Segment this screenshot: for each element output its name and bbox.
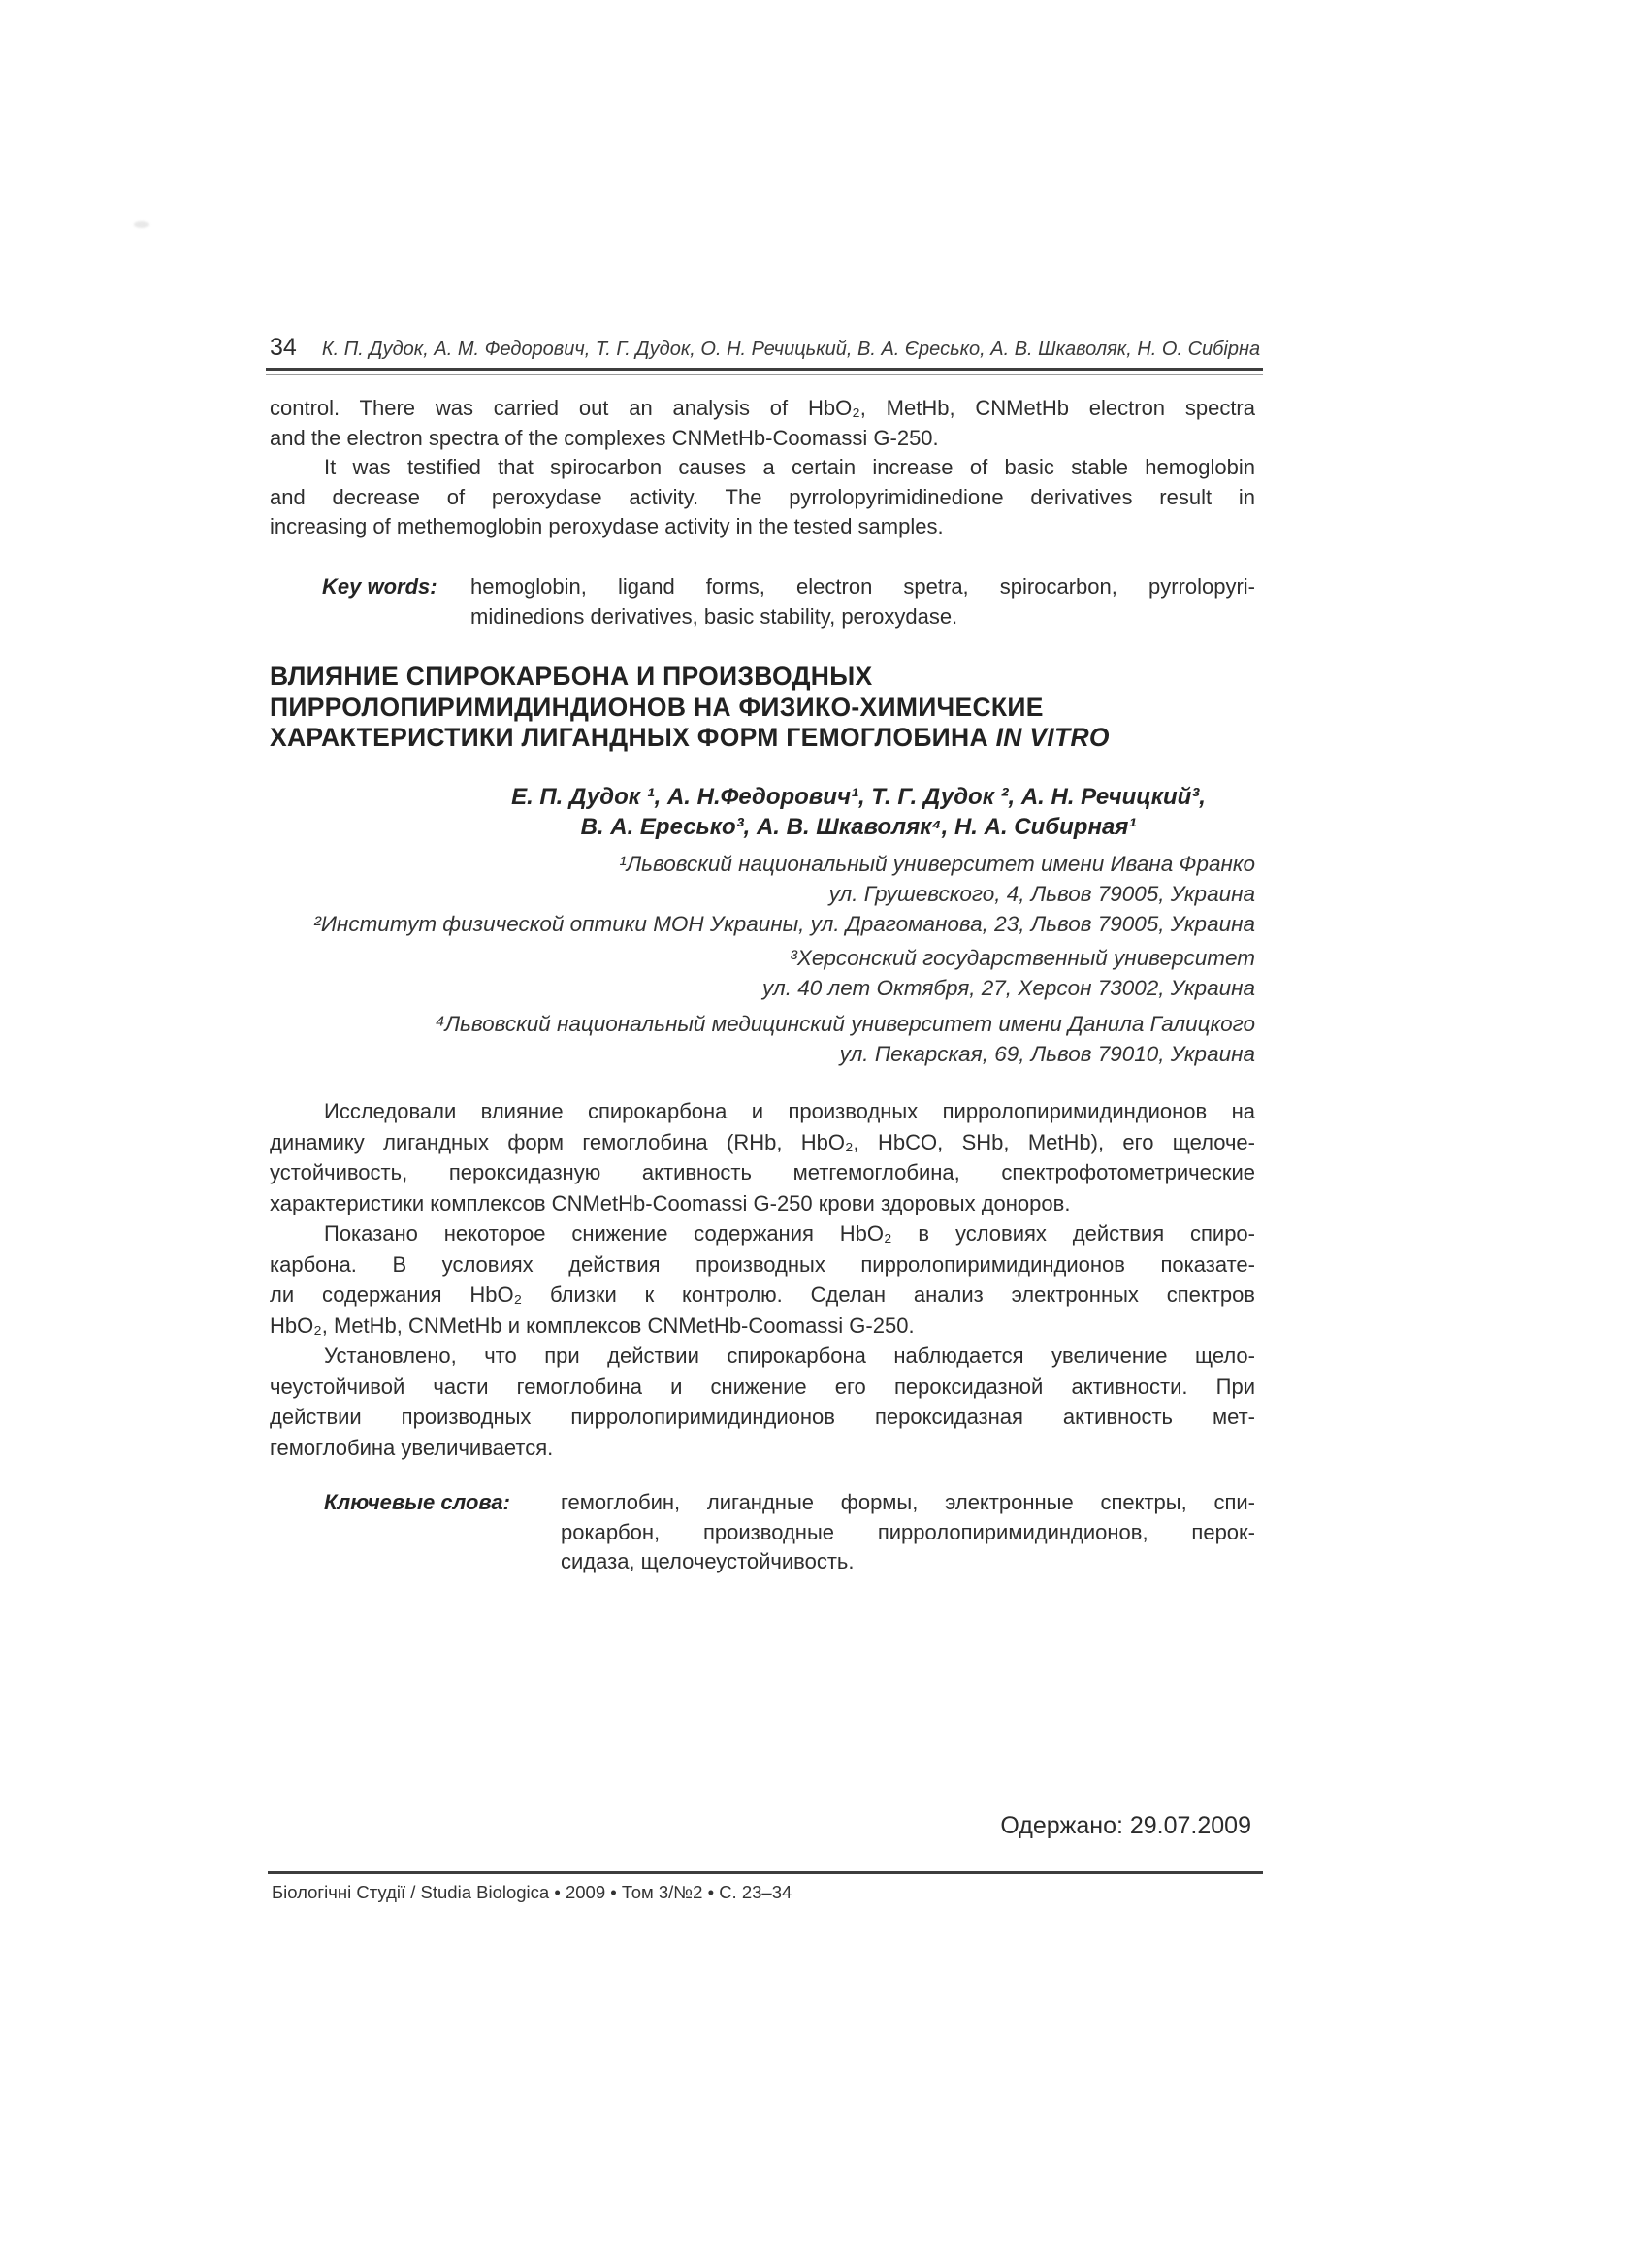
header-rule-thin	[266, 374, 1263, 375]
text-line: It was testified that spirocarbon causes a certain increase of basic stable hemoglobin	[324, 455, 1255, 480]
affiliation-line: ²Институт физической оптики МОН Украины, ул. Драгоманова, 23, Львов 79005, Украина	[313, 911, 1255, 936]
text-line: рокарбон, производные пирролопиримидиндионов, перок-	[561, 1519, 1255, 1544]
text-line: устойчивость, пероксидазную активность метгемоглобина, спектрофотометрические	[270, 1160, 1255, 1184]
title-line: ПИРРОЛОПИРИМИДИНДИОНОВ НА ФИЗИКО-ХИМИЧЕСКИЕ	[270, 692, 1044, 722]
text-line: control. There was carried out an analysis of HbO₂, MetHb, CNMetHb electron spectra	[270, 396, 1255, 420]
text-line: and decrease of peroxydase activity. The pyrrolopyrimidinedione derivatives result in	[270, 484, 1255, 509]
keywords-russian	[270, 1488, 1255, 1577]
text-line: гемоглобина увеличивается.	[270, 1435, 554, 1460]
page-number: 34	[270, 334, 297, 361]
text-line: hemoglobin, ligand forms, electron spetra, spirocarbon, pyrrolopyri-	[470, 574, 1255, 599]
scan-smudge	[134, 221, 149, 228]
text-line: действии производных пирролопиримидиндионов пероксидазная активность мет-	[270, 1405, 1255, 1429]
english-abstract	[270, 394, 1255, 542]
authors-block	[462, 782, 1255, 842]
text-line: карбона. В условиях действия производных пирролопиримидиндионов показате-	[270, 1251, 1255, 1277]
text-line: HbO₂, MetHb, CNMetHb и комплексов CNMetHb-Coomassi G-250.	[270, 1312, 915, 1338]
text-line: and the electron spectra of the complexes CNMetHb-Coomassi G-250.	[270, 425, 939, 450]
affiliation-line: ⁴Львовский национальный медицинский университет имени Данила Галицкого	[435, 1011, 1255, 1036]
affiliations-block	[270, 850, 1255, 1070]
text-line: midinedions derivatives, basic stability, peroxydase.	[470, 603, 958, 629]
journal-footer: Біологічні Студії / Studia Biologica • 2009 • Том 3/№2 • С. 23–34	[272, 1882, 792, 1902]
title-in-vitro: IN VITRO	[995, 723, 1110, 752]
keywords-text-russian	[561, 1488, 1255, 1577]
authors-line: Е. П. Дудок ¹, А. Н.Федорович¹, Т. Г. Дудок ², А. Н. Речицкий³,	[511, 784, 1206, 810]
text-line: Исследовали влияние спирокарбона и производных пирролопиримидиндионов на	[324, 1099, 1255, 1123]
running-authors: К. П. Дудок, А. М. Федорович, Т. Г. Дудок, О. Н. Речицький, В. А. Єресько, А. В. Шкаволяк, Н. О. Сибірна	[321, 339, 1261, 360]
keywords-english	[270, 572, 1255, 632]
text-line: характеристики комплексов CNMetHb-Coomassi G-250 крови здоровых доноров.	[270, 1190, 1071, 1215]
title-line-main: ХАРАКТЕРИСТИКИ ЛИГАНДНЫХ ФОРМ ГЕМОГЛОБИНА	[270, 723, 996, 752]
affiliation-line: ¹Львовский национальный университет имени Ивана Франко	[619, 852, 1255, 876]
keywords-label-russian: Ключевые слова:	[324, 1490, 510, 1514]
title-line: ВЛИЯНИЕ СПИРОКАРБОНА И ПРОИЗВОДНЫХ	[270, 662, 873, 691]
footer-rule	[268, 1871, 1263, 1874]
text-line: динамику лигандных форм гемоглобина (RHb, HbO₂, HbCO, SHb, MetHb), его щелоче-	[270, 1129, 1255, 1154]
affiliation-line: ул. Пекарская, 69, Львов 79010, Украина	[839, 1041, 1255, 1066]
keywords-text-english	[470, 572, 1255, 632]
affiliation-line: ул. Грушевского, 4, Львов 79005, Украина	[828, 881, 1255, 906]
russian-abstract	[270, 1096, 1255, 1463]
article-title	[270, 662, 1255, 754]
page-header	[270, 334, 1261, 362]
text-line: Показано некоторое снижение содержания HbO₂ в условиях действия спиро-	[324, 1221, 1255, 1246]
text-line: Установлено, что при действии спирокарбона наблюдается увеличение щело-	[324, 1344, 1255, 1368]
header-rule-thick	[266, 368, 1263, 371]
received-date: Одержано: 29.07.2009	[1000, 1812, 1251, 1839]
text-line: сидаза, щелочеустойчивость.	[561, 1549, 855, 1574]
text-line: increasing of methemoglobin peroxydase activity in the tested samples.	[270, 514, 944, 539]
keywords-label-english: Key words:	[322, 574, 437, 599]
affiliation-line: ул. 40 лет Октября, 27, Херсон 73002, Украина	[762, 976, 1255, 1001]
text-line: ли содержания HbO₂ близки к контролю. Сделан анализ электронных спектров	[270, 1282, 1255, 1307]
title-line	[270, 723, 1255, 754]
text-line: гемоглобин, лигандные формы, электронные спектры, спи-	[561, 1490, 1255, 1514]
authors-line: В. А. Ересько³, А. В. Шкаволяк⁴, Н. А. Сибирная¹	[580, 814, 1137, 840]
text-line: чеустойчивой части гемоглобина и снижение его пероксидазной активности. При	[270, 1374, 1255, 1399]
affiliation-line: ³Херсонский государственный университет	[790, 946, 1255, 971]
